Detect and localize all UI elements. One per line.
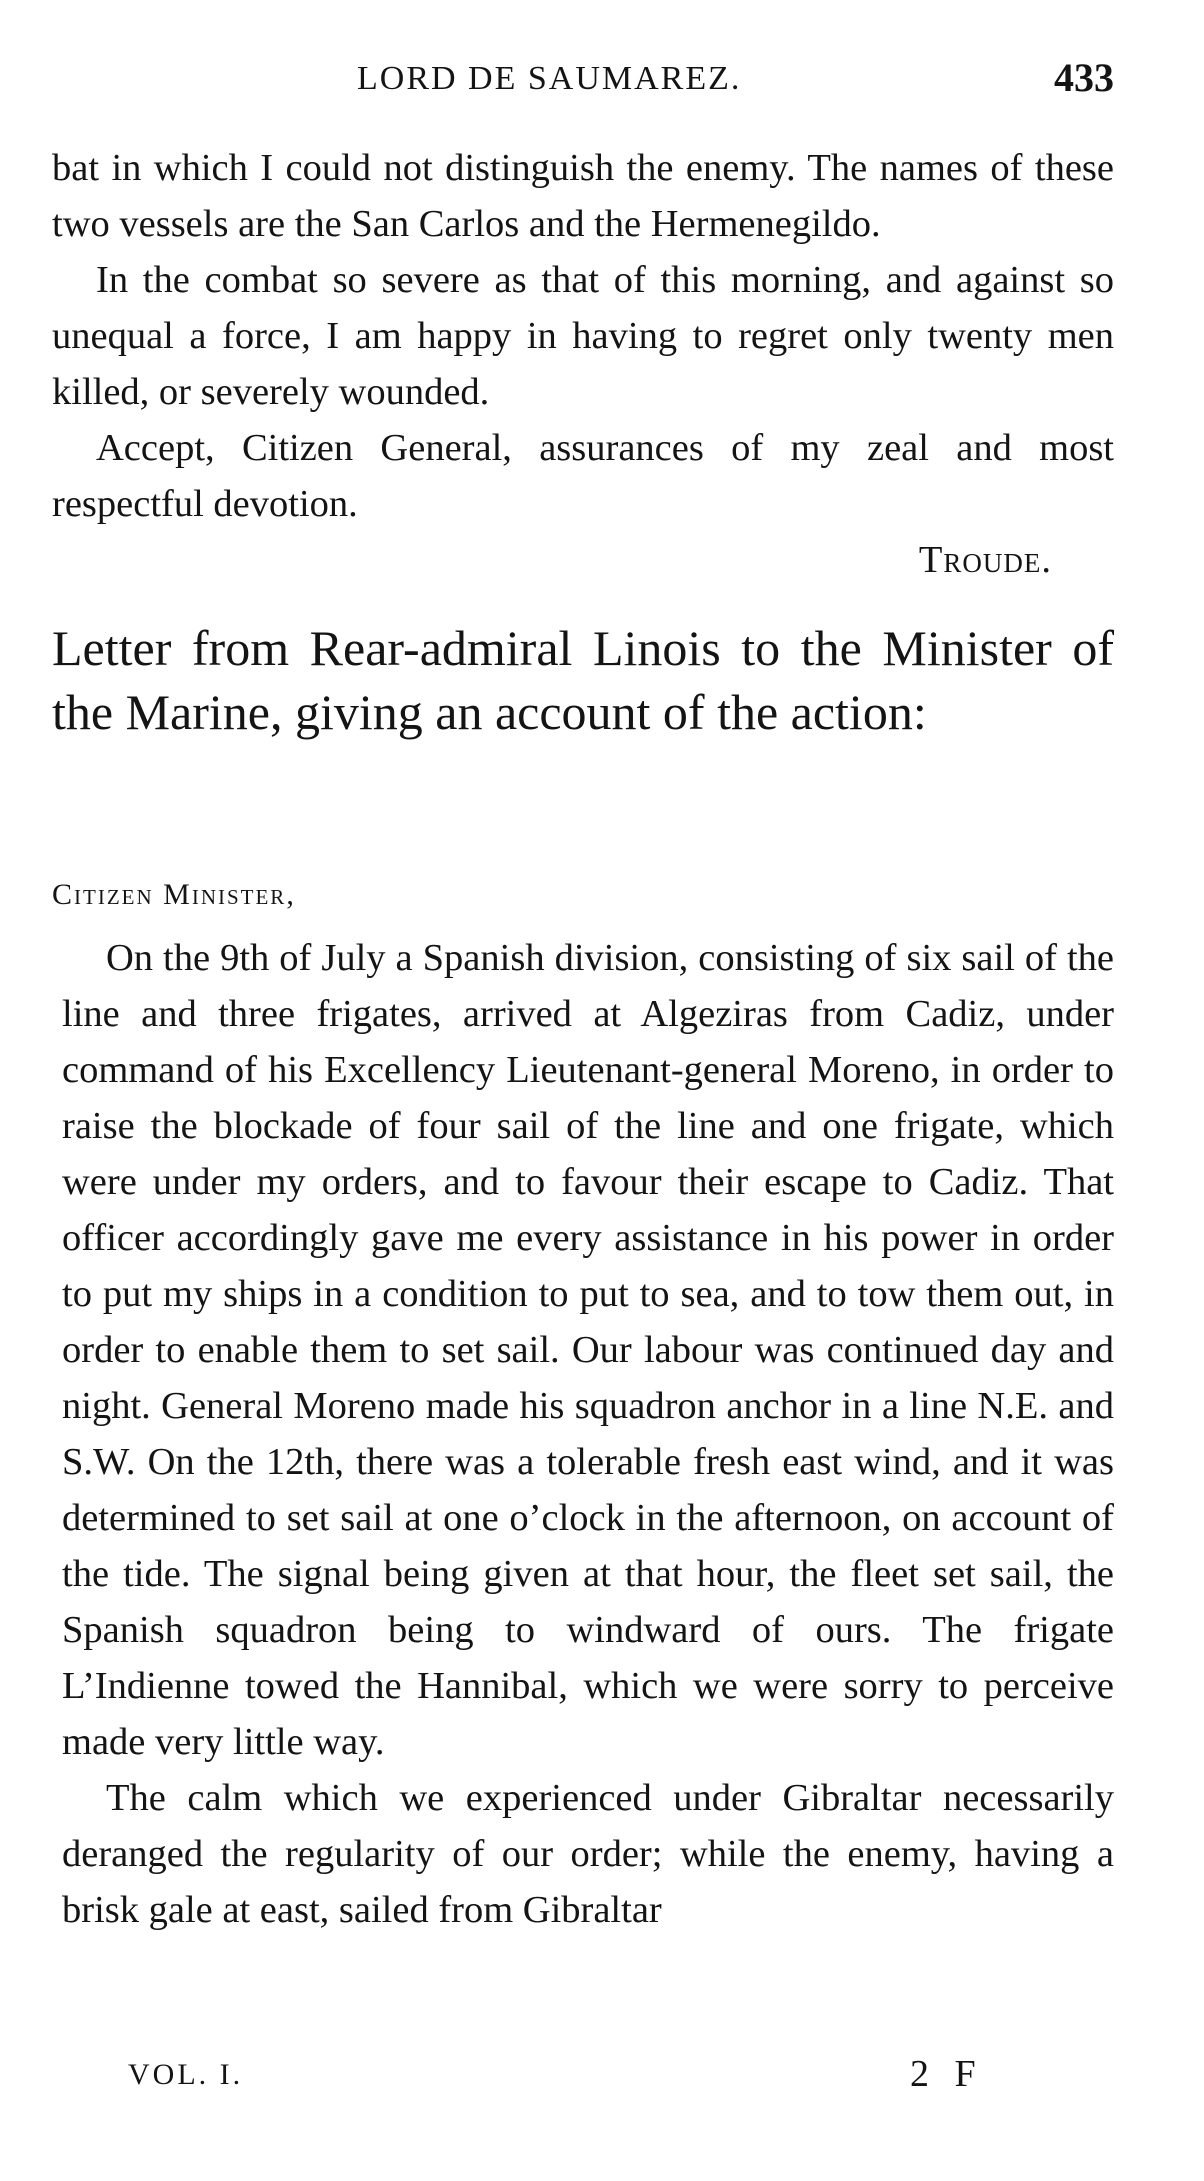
letter-troude-body — [52, 140, 1114, 532]
letter-linois-body — [62, 930, 1114, 1938]
running-head — [52, 55, 1114, 110]
signature-mark: 2 F — [910, 2053, 984, 2095]
paragraph-continued: bat in which I could not distinguish the enemy. The names of these two vessels are the San Carlos and the Hermenegildo. — [52, 147, 1114, 245]
signature-troude: Troude. — [918, 539, 1052, 581]
page-number: 433 — [1054, 55, 1114, 100]
paragraph-spanish-division: On the 9th of July a Spanish division, consisting of six sail of the line and three frigates, arrived at Algeziras from Cadiz, under command of his Excellency Lieutenant-general Moreno, in order to raise the blockade of four sail of the line and one frigate, which were under my orders, and to favour their escape to Cadiz. That officer accordingly gave me every assistance in his power in order to put my ships in a condition to put to sea, and to tow them out, in order to enable them to set sail. Our labour was continued day and night. General Moreno made his squadron anchor in a line N.E. and S.W. On the 12th, there was a tolerable fresh east wind, and it was determined to set sail at one o’clock in the afternoon, on account of the tide. The signal being given at that hour, the fleet set sail, the Spanish squadron being to windward of ours. The frigate L’Indienne towed the Hannibal, which we were sorry to perceive made very little way. — [62, 937, 1114, 1763]
paragraph-combat: In the combat so severe as that of this morning, and against so unequal a force, I am happy in having to regret only twenty men killed, or severely wounded. — [52, 259, 1114, 413]
salutation: Citizen Minister, — [52, 878, 296, 911]
section-heading: Letter from Rear-admiral Linois to the Minister of the Marine, giving an account of the action: — [52, 620, 1114, 740]
paragraph-closing — [52, 420, 1114, 532]
running-title: LORD DE SAUMAREZ. — [357, 60, 742, 97]
closing-text: Accept, Citizen General, assurances of my zeal and most respectful devotion. — [52, 427, 1114, 525]
page-footer — [0, 2052, 1204, 2102]
signature-row — [52, 532, 1114, 588]
paragraph-calm: The calm which we experienced under Gibraltar necessarily deranged the regularity of our order; while the enemy, having a brisk gale at east, sailed from Gibraltar — [62, 1777, 1114, 1931]
volume-label: VOL. I. — [128, 2058, 244, 2091]
